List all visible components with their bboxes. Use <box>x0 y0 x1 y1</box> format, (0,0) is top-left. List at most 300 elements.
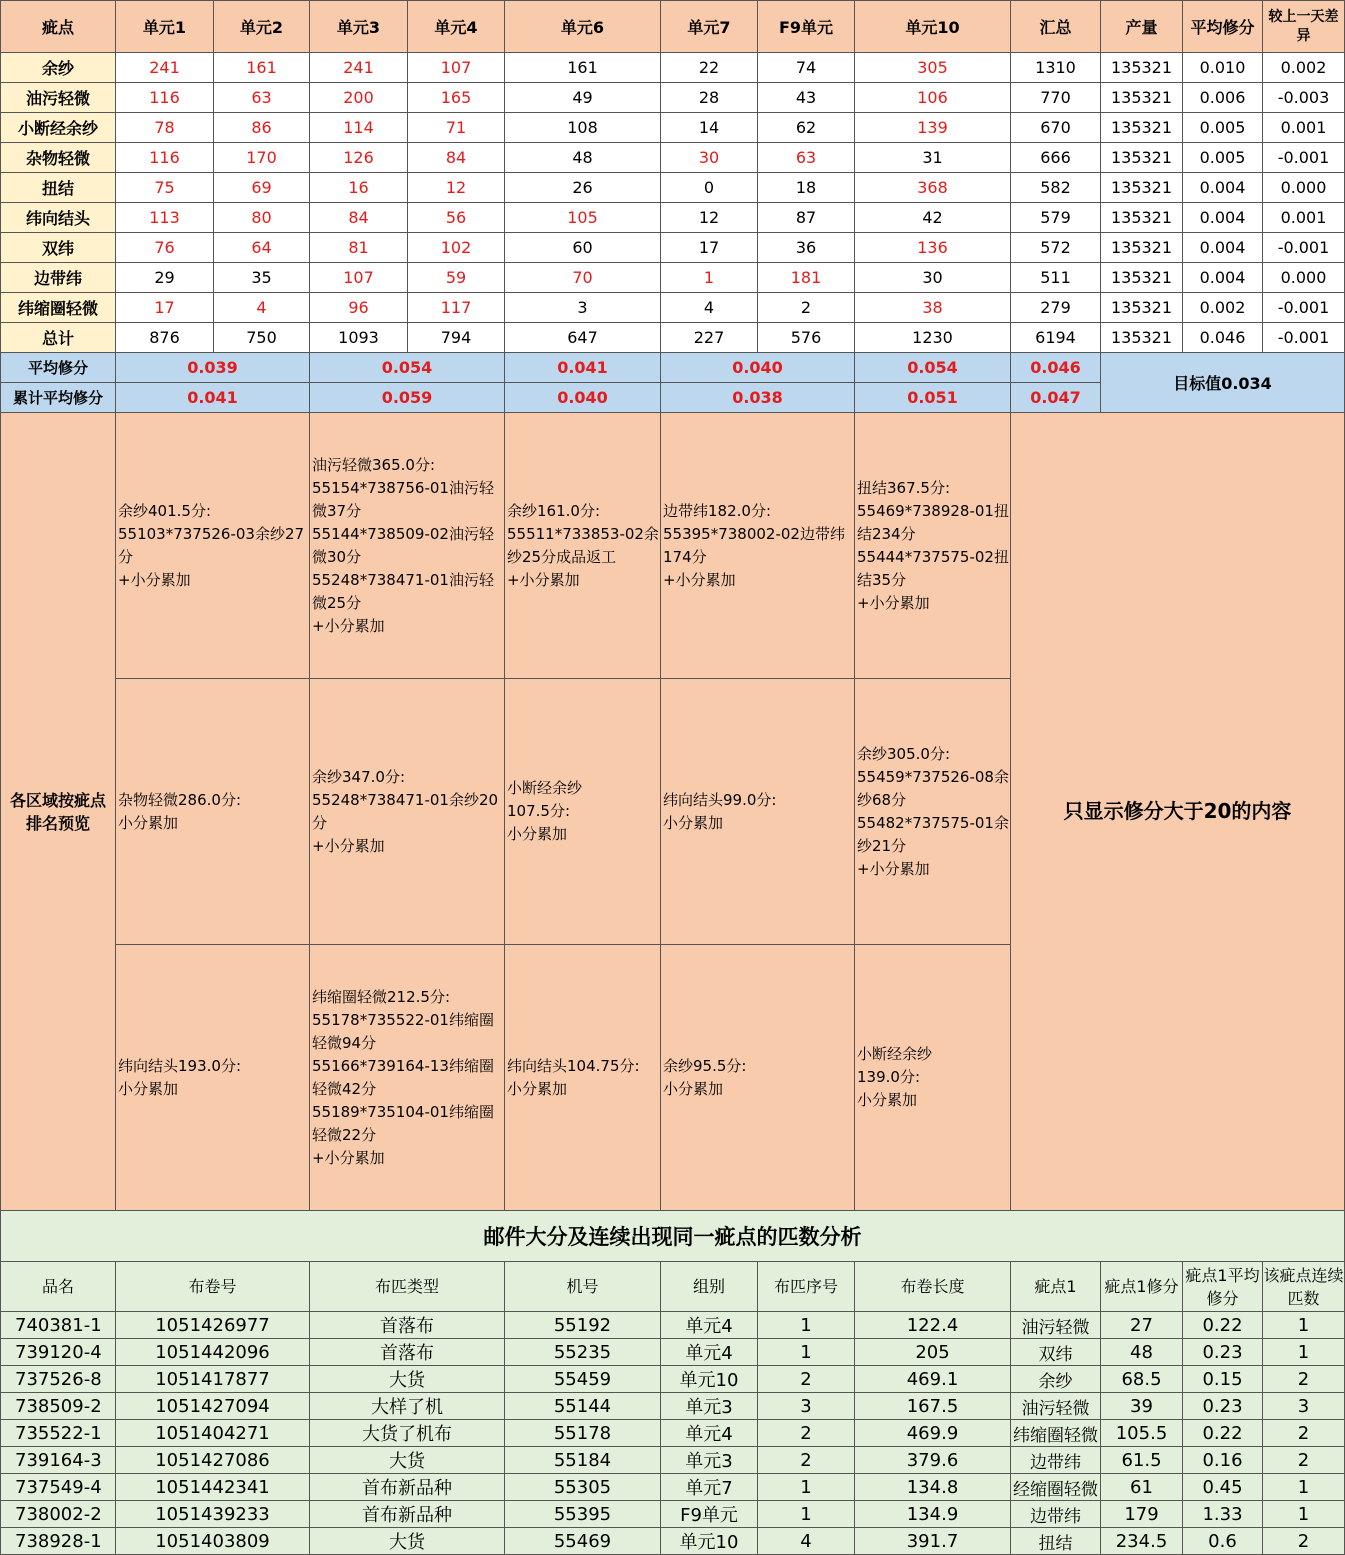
value-cell: 116 <box>116 143 214 173</box>
value-cell: 139 <box>855 113 1011 143</box>
row-label: 平均修分 <box>1 353 116 383</box>
analysis-cell: 167.5 <box>855 1393 1011 1420</box>
value-cell: 170 <box>214 143 310 173</box>
analysis-cell: 扭结 <box>1011 1528 1101 1555</box>
value-cell: 87 <box>758 203 855 233</box>
value-cell: 69 <box>214 173 310 203</box>
header-cell: 单元2 <box>214 1 310 53</box>
preview-cell: 油污轻微365.0分: 55154*738756-01油污轻微37分 55144*738509-02油污轻微30分 55248*738471-01油污轻微25分 +小分累加 <box>310 413 505 679</box>
value-cell: 0.004 <box>1183 173 1263 203</box>
value-cell: 71 <box>408 113 505 143</box>
value-cell: 0.046 <box>1183 323 1263 353</box>
value-cell: 12 <box>408 173 505 203</box>
analysis-cell: 双纬 <box>1011 1339 1101 1366</box>
analysis-cell: 单元4 <box>661 1420 758 1447</box>
row-label: 油污轻微 <box>1 83 116 113</box>
analysis-row <box>1 1393 1345 1420</box>
value-cell: 63 <box>214 83 310 113</box>
value-cell: 38 <box>855 293 1011 323</box>
defect-row <box>1 53 1345 83</box>
value-cell: 117 <box>408 293 505 323</box>
cum-value: 0.041 <box>116 383 310 413</box>
analysis-cell: 大货 <box>310 1528 505 1555</box>
preview-cell: 小断经余纱 139.0分: 小分累加 <box>855 945 1011 1211</box>
value-cell: 75 <box>116 173 214 203</box>
header-cell: 汇总 <box>1011 1 1101 53</box>
cum-value: 0.040 <box>505 383 661 413</box>
analysis-cell: 469.9 <box>855 1420 1011 1447</box>
analysis-cell: 1051427094 <box>116 1393 310 1420</box>
analysis-cell: 首落布 <box>310 1339 505 1366</box>
analysis-cell: 0.16 <box>1183 1447 1263 1474</box>
value-cell: 107 <box>408 53 505 83</box>
analysis-cell: 油污轻微 <box>1011 1312 1101 1339</box>
analysis-cell: 1 <box>1263 1339 1345 1366</box>
value-cell: 0.001 <box>1263 203 1345 233</box>
value-cell: 579 <box>1011 203 1101 233</box>
row-label: 余纱 <box>1 53 116 83</box>
preview-cell: 纬向结头99.0分: 小分累加 <box>661 679 855 945</box>
value-cell: 0.004 <box>1183 233 1263 263</box>
value-cell: 279 <box>1011 293 1101 323</box>
defect-row <box>1 203 1345 233</box>
analysis-cell: 2 <box>758 1366 855 1393</box>
value-cell: 4 <box>661 293 758 323</box>
value-cell: 84 <box>408 143 505 173</box>
cum-value: 0.038 <box>661 383 855 413</box>
preview-row <box>1 413 1345 679</box>
analysis-cell: 48 <box>1101 1339 1183 1366</box>
value-cell: 135321 <box>1101 263 1183 293</box>
analysis-cell: 0.15 <box>1183 1366 1263 1393</box>
value-cell: 0.004 <box>1183 203 1263 233</box>
value-cell: 22 <box>661 53 758 83</box>
value-cell: 135321 <box>1101 83 1183 113</box>
analysis-cell: 740381-1 <box>1 1312 116 1339</box>
analysis-cell: 0.23 <box>1183 1393 1263 1420</box>
preview-note: 只显示修分大于20的内容 <box>1011 413 1345 1211</box>
value-cell: 161 <box>214 53 310 83</box>
value-cell: 794 <box>408 323 505 353</box>
header-cell: F9单元 <box>758 1 855 53</box>
target-value: 目标值0.034 <box>1101 353 1345 413</box>
value-cell: 135321 <box>1101 233 1183 263</box>
value-cell: 113 <box>116 203 214 233</box>
value-cell: -0.001 <box>1263 233 1345 263</box>
value-cell: 48 <box>505 143 661 173</box>
value-cell: 107 <box>310 263 408 293</box>
analysis-row <box>1 1420 1345 1447</box>
value-cell: 368 <box>855 173 1011 203</box>
analysis-cell: 1051404271 <box>116 1420 310 1447</box>
analysis-cell: 首落布 <box>310 1312 505 1339</box>
value-cell: 135321 <box>1101 113 1183 143</box>
preview-cell: 余纱347.0分: 55248*738471-01余纱20分 +小分累加 <box>310 679 505 945</box>
analysis-cell: 234.5 <box>1101 1528 1183 1555</box>
analysis-cell: 0.22 <box>1183 1420 1263 1447</box>
value-cell: 227 <box>661 323 758 353</box>
value-cell: 1 <box>661 263 758 293</box>
value-cell: 666 <box>1011 143 1101 173</box>
analysis-cell: 单元4 <box>661 1339 758 1366</box>
value-cell: 78 <box>116 113 214 143</box>
analysis-cell: 469.1 <box>855 1366 1011 1393</box>
analysis-cell: 737549-4 <box>1 1474 116 1501</box>
cum-value: 0.047 <box>1011 383 1101 413</box>
analysis-cell: 大货了机布 <box>310 1420 505 1447</box>
analysis-cell: 391.7 <box>855 1528 1011 1555</box>
header-cell: 较上一天差异 <box>1263 1 1345 53</box>
value-cell: 26 <box>505 173 661 203</box>
analysis-cell: F9单元 <box>661 1501 758 1528</box>
header-cell: 布卷号 <box>116 1262 310 1312</box>
analysis-cell: 1 <box>1263 1501 1345 1528</box>
value-cell: 102 <box>408 233 505 263</box>
analysis-cell: 105.5 <box>1101 1420 1183 1447</box>
value-cell: 181 <box>758 263 855 293</box>
value-cell: 70 <box>505 263 661 293</box>
value-cell: 0.010 <box>1183 53 1263 83</box>
analysis-cell: 1 <box>758 1501 855 1528</box>
analysis-cell: 55235 <box>505 1339 661 1366</box>
header-cell: 组别 <box>661 1262 758 1312</box>
analysis-cell: 739120-4 <box>1 1339 116 1366</box>
value-cell: 165 <box>408 83 505 113</box>
value-cell: 86 <box>214 113 310 143</box>
value-cell: 241 <box>116 53 214 83</box>
value-cell: -0.001 <box>1263 293 1345 323</box>
analysis-cell: 55192 <box>505 1312 661 1339</box>
value-cell: 106 <box>855 83 1011 113</box>
preview-side-label: 各区域按疵点 排名预览 <box>1 413 116 1211</box>
preview-cell: 边带纬182.0分: 55395*738002-02边带纬174分 +小分累加 <box>661 413 855 679</box>
analysis-cell: 单元10 <box>661 1366 758 1393</box>
value-cell: 30 <box>855 263 1011 293</box>
value-cell: 161 <box>505 53 661 83</box>
value-cell: 576 <box>758 323 855 353</box>
analysis-cell: 1051426977 <box>116 1312 310 1339</box>
analysis-cell: 1 <box>758 1312 855 1339</box>
analysis-cell: 55305 <box>505 1474 661 1501</box>
analysis-cell: 单元7 <box>661 1474 758 1501</box>
preview-cell: 余纱161.0分: 55511*733853-02余纱25分成品返工 +小分累加 <box>505 413 661 679</box>
analysis-cell: 55144 <box>505 1393 661 1420</box>
value-cell: 572 <box>1011 233 1101 263</box>
analysis-cell: 737526-8 <box>1 1366 116 1393</box>
analysis-cell: 1051417877 <box>116 1366 310 1393</box>
value-cell: 647 <box>505 323 661 353</box>
value-cell: 0.006 <box>1183 83 1263 113</box>
avg-score-row <box>1 353 1345 383</box>
header-cell: 单元4 <box>408 1 505 53</box>
value-cell: 49 <box>505 83 661 113</box>
value-cell: 36 <box>758 233 855 263</box>
cum-value: 0.059 <box>310 383 505 413</box>
analysis-cell: 1.33 <box>1183 1501 1263 1528</box>
header-cell: 机号 <box>505 1262 661 1312</box>
value-cell: 0.004 <box>1183 263 1263 293</box>
preview-cell: 余纱401.5分: 55103*737526-03余纱27分 +小分累加 <box>116 413 310 679</box>
header-cell: 疵点1 <box>1011 1262 1101 1312</box>
analysis-cell: 4 <box>758 1528 855 1555</box>
analysis-cell: 边带纬 <box>1011 1501 1101 1528</box>
value-cell: 12 <box>661 203 758 233</box>
value-cell: 750 <box>214 323 310 353</box>
value-cell: 135321 <box>1101 293 1183 323</box>
defect-row <box>1 83 1345 113</box>
preview-cell: 纬向结头104.75分: 小分累加 <box>505 945 661 1211</box>
value-cell: -0.001 <box>1263 143 1345 173</box>
value-cell: 14 <box>661 113 758 143</box>
cum-value: 0.051 <box>855 383 1011 413</box>
row-label: 总计 <box>1 323 116 353</box>
value-cell: 17 <box>661 233 758 263</box>
preview-cell: 余纱305.0分: 55459*737526-08余纱68分 55482*737575-01余纱21分 +小分累加 <box>855 679 1011 945</box>
analysis-cell: 122.4 <box>855 1312 1011 1339</box>
analysis-cell: 205 <box>855 1339 1011 1366</box>
analysis-cell: 735522-1 <box>1 1420 116 1447</box>
value-cell: 135321 <box>1101 143 1183 173</box>
header-cell: 单元7 <box>661 1 758 53</box>
analysis-cell: 55178 <box>505 1420 661 1447</box>
value-cell: 59 <box>408 263 505 293</box>
header-cell: 单元1 <box>116 1 214 53</box>
analysis-cell: 2 <box>1263 1366 1345 1393</box>
analysis-cell: 739164-3 <box>1 1447 116 1474</box>
value-cell: 0.001 <box>1263 113 1345 143</box>
defect-row <box>1 113 1345 143</box>
analysis-cell: 738509-2 <box>1 1393 116 1420</box>
value-cell: 28 <box>661 83 758 113</box>
analysis-cell: 738002-2 <box>1 1501 116 1528</box>
total-row <box>1 323 1345 353</box>
area-defect-ranking-preview <box>0 412 1345 1211</box>
value-cell: 30 <box>661 143 758 173</box>
analysis-cell: 55395 <box>505 1501 661 1528</box>
value-cell: 96 <box>310 293 408 323</box>
header-cell: 布匹类型 <box>310 1262 505 1312</box>
header-cell: 布卷长度 <box>855 1262 1011 1312</box>
analysis-cell: 2 <box>1263 1420 1345 1447</box>
value-cell: 64 <box>214 233 310 263</box>
analysis-cell: 1 <box>1263 1474 1345 1501</box>
value-cell: 108 <box>505 113 661 143</box>
header-cell: 品名 <box>1 1262 116 1312</box>
analysis-cell: 首布新品种 <box>310 1501 505 1528</box>
analysis-cell: 39 <box>1101 1393 1183 1420</box>
value-cell: 56 <box>408 203 505 233</box>
summary-header-row <box>1 1 1345 53</box>
value-cell: 114 <box>310 113 408 143</box>
value-cell: 17 <box>116 293 214 323</box>
value-cell: 16 <box>310 173 408 203</box>
header-cell: 单元6 <box>505 1 661 53</box>
analysis-cell: 0.23 <box>1183 1339 1263 1366</box>
analysis-cell: 68.5 <box>1101 1366 1183 1393</box>
value-cell: 1310 <box>1011 53 1101 83</box>
analysis-table <box>0 1210 1345 1555</box>
header-cell: 布匹序号 <box>758 1262 855 1312</box>
value-cell: 6194 <box>1011 323 1101 353</box>
value-cell: 136 <box>855 233 1011 263</box>
value-cell: 35 <box>214 263 310 293</box>
analysis-cell: 3 <box>1263 1393 1345 1420</box>
value-cell: -0.001 <box>1263 323 1345 353</box>
avg-value: 0.039 <box>116 353 310 383</box>
value-cell: 511 <box>1011 263 1101 293</box>
value-cell: 4 <box>214 293 310 323</box>
analysis-cell: 1051403809 <box>116 1528 310 1555</box>
analysis-cell: 0.45 <box>1183 1474 1263 1501</box>
analysis-cell: 1 <box>758 1474 855 1501</box>
header-cell: 疵点 <box>1 1 116 53</box>
defect-summary-table <box>0 0 1345 413</box>
value-cell: 0.005 <box>1183 143 1263 173</box>
avg-value: 0.040 <box>661 353 855 383</box>
analysis-row <box>1 1528 1345 1555</box>
value-cell: -0.003 <box>1263 83 1345 113</box>
value-cell: 0.005 <box>1183 113 1263 143</box>
analysis-cell: 油污轻微 <box>1011 1393 1101 1420</box>
analysis-cell: 61 <box>1101 1474 1183 1501</box>
value-cell: 770 <box>1011 83 1101 113</box>
value-cell: 80 <box>214 203 310 233</box>
avg-value: 0.041 <box>505 353 661 383</box>
analysis-cell: 大样了机 <box>310 1393 505 1420</box>
analysis-title: 邮件大分及连续出现同一疵点的匹数分析 <box>1 1211 1345 1262</box>
preview-cell: 小断经余纱 107.5分: 小分累加 <box>505 679 661 945</box>
analysis-cell: 1051442096 <box>116 1339 310 1366</box>
analysis-cell: 单元4 <box>661 1312 758 1339</box>
analysis-cell: 大货 <box>310 1447 505 1474</box>
analysis-cell: 55459 <box>505 1366 661 1393</box>
analysis-row <box>1 1312 1345 1339</box>
analysis-cell: 单元10 <box>661 1528 758 1555</box>
header-cell: 该疵点连续匹数 <box>1263 1262 1345 1312</box>
analysis-row <box>1 1366 1345 1393</box>
analysis-cell: 1051439233 <box>116 1501 310 1528</box>
analysis-row <box>1 1447 1345 1474</box>
row-label: 纬缩圈轻微 <box>1 293 116 323</box>
avg-value: 0.054 <box>310 353 505 383</box>
value-cell: 2 <box>758 293 855 323</box>
analysis-cell: 3 <box>758 1393 855 1420</box>
value-cell: 135321 <box>1101 323 1183 353</box>
analysis-cell: 179 <box>1101 1501 1183 1528</box>
analysis-title-row <box>1 1211 1345 1262</box>
value-cell: 105 <box>505 203 661 233</box>
value-cell: 0.002 <box>1263 53 1345 83</box>
row-label: 扭结 <box>1 173 116 203</box>
header-cell: 单元3 <box>310 1 408 53</box>
row-label: 小断经余纱 <box>1 113 116 143</box>
avg-value: 0.046 <box>1011 353 1101 383</box>
value-cell: 81 <box>310 233 408 263</box>
analysis-cell: 大货 <box>310 1366 505 1393</box>
preview-cell: 杂物轻微286.0分: 小分累加 <box>116 679 310 945</box>
value-cell: 0 <box>661 173 758 203</box>
analysis-cell: 134.9 <box>855 1501 1011 1528</box>
value-cell: 31 <box>855 143 1011 173</box>
row-label: 纬向结头 <box>1 203 116 233</box>
analysis-cell: 单元3 <box>661 1393 758 1420</box>
row-label: 累计平均修分 <box>1 383 116 413</box>
analysis-cell: 738928-1 <box>1 1528 116 1555</box>
value-cell: 200 <box>310 83 408 113</box>
header-cell: 产量 <box>1101 1 1183 53</box>
preview-cell: 余纱95.5分: 小分累加 <box>661 945 855 1211</box>
analysis-row <box>1 1501 1345 1528</box>
header-cell: 疵点1平均修分 <box>1183 1262 1263 1312</box>
value-cell: 1230 <box>855 323 1011 353</box>
value-cell: 241 <box>310 53 408 83</box>
value-cell: 63 <box>758 143 855 173</box>
analysis-cell: 纬缩圈轻微 <box>1011 1420 1101 1447</box>
preview-cell: 纬向结头193.0分: 小分累加 <box>116 945 310 1211</box>
value-cell: 62 <box>758 113 855 143</box>
analysis-cell: 1 <box>758 1339 855 1366</box>
value-cell: 3 <box>505 293 661 323</box>
value-cell: 29 <box>116 263 214 293</box>
value-cell: 1093 <box>310 323 408 353</box>
value-cell: 126 <box>310 143 408 173</box>
analysis-cell: 2 <box>758 1447 855 1474</box>
analysis-cell: 经缩圈轻微 <box>1011 1474 1101 1501</box>
analysis-cell: 55469 <box>505 1528 661 1555</box>
analysis-cell: 0.6 <box>1183 1528 1263 1555</box>
analysis-cell: 单元3 <box>661 1447 758 1474</box>
defect-row <box>1 293 1345 323</box>
analysis-cell: 0.22 <box>1183 1312 1263 1339</box>
value-cell: 305 <box>855 53 1011 83</box>
value-cell: 84 <box>310 203 408 233</box>
analysis-cell: 2 <box>758 1420 855 1447</box>
defect-row <box>1 143 1345 173</box>
analysis-header-row <box>1 1262 1345 1312</box>
analysis-cell: 55184 <box>505 1447 661 1474</box>
analysis-row <box>1 1339 1345 1366</box>
defect-row <box>1 233 1345 263</box>
analysis-cell: 2 <box>1263 1528 1345 1555</box>
analysis-cell: 2 <box>1263 1447 1345 1474</box>
header-cell: 单元10 <box>855 1 1011 53</box>
analysis-cell: 余纱 <box>1011 1366 1101 1393</box>
analysis-cell: 61.5 <box>1101 1447 1183 1474</box>
analysis-cell: 134.8 <box>855 1474 1011 1501</box>
value-cell: 135321 <box>1101 173 1183 203</box>
analysis-cell: 379.6 <box>855 1447 1011 1474</box>
value-cell: 42 <box>855 203 1011 233</box>
value-cell: 43 <box>758 83 855 113</box>
value-cell: 135321 <box>1101 53 1183 83</box>
analysis-row <box>1 1474 1345 1501</box>
analysis-cell: 1051442341 <box>116 1474 310 1501</box>
header-cell: 平均修分 <box>1183 1 1263 53</box>
value-cell: 74 <box>758 53 855 83</box>
row-label: 双纬 <box>1 233 116 263</box>
analysis-cell: 首布新品种 <box>310 1474 505 1501</box>
header-cell: 疵点1修分 <box>1101 1262 1183 1312</box>
analysis-cell: 1051427086 <box>116 1447 310 1474</box>
value-cell: 135321 <box>1101 203 1183 233</box>
value-cell: 582 <box>1011 173 1101 203</box>
value-cell: 116 <box>116 83 214 113</box>
preview-cell: 扭结367.5分: 55469*738928-01扭结234分 55444*737575-02扭结35分 +小分累加 <box>855 413 1011 679</box>
value-cell: 60 <box>505 233 661 263</box>
defect-row <box>1 173 1345 203</box>
preview-cell: 纬缩圈轻微212.5分: 55178*735522-01纬缩圈轻微94分 55166*739164-13纬缩圈轻微42分 55189*735104-01纬缩圈轻微22分 +小分累加 <box>310 945 505 1211</box>
value-cell: 76 <box>116 233 214 263</box>
